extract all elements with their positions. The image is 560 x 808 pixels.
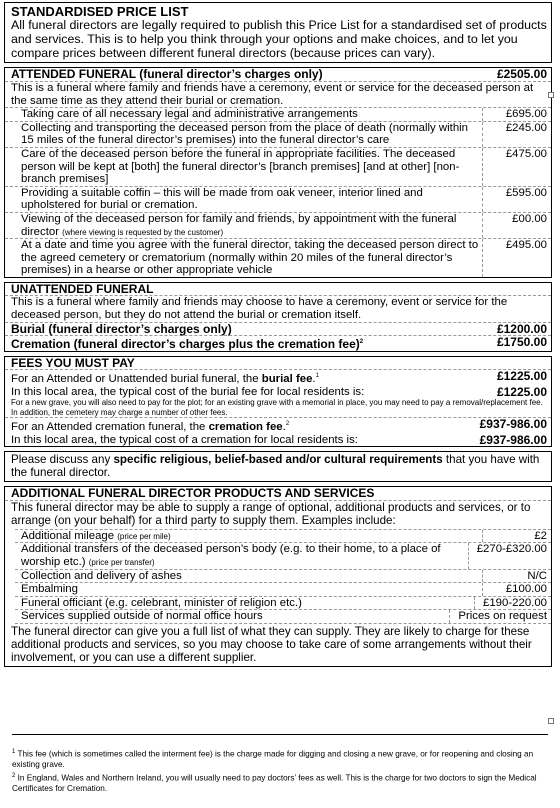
- price-item-value: £00.00: [482, 213, 547, 238]
- price-item-label: Funeral officiant (e.g. celebrant, minister of religion etc.): [21, 596, 302, 609]
- price-item-note: (where viewing is requested by the customer): [62, 227, 224, 237]
- unattended-burial-row: Burial (funeral director’s charges only) £1200.00: [5, 323, 551, 337]
- price-item-value: £495.00: [482, 239, 547, 277]
- unattended-funeral-section: [4, 282, 552, 352]
- burial-fee-note: For a new grave, you will also need to pay for the plot; for an existing grave with a memorial in place, you may need to pay a removal/replacement fee. In addition, the cemetery may charge a number of other fees.: [5, 398, 551, 418]
- price-item-value: £475.00: [482, 148, 547, 186]
- footnotes: [12, 734, 548, 794]
- price-item-label: Care of the deceased person before the funeral in appropriate facilities. The deceased person will be kept at [both] the funeral director’s [branch premises] [and at other] [non-branch premises]: [21, 147, 460, 186]
- price-item-label: Additional mileage: [21, 529, 115, 542]
- additional-services-closing: The funeral director can give you a full list of what they can supply. They are likely to charge for these additional products and services, so you may choose to take care of some arrangements without their involvement, or you can use a different supplier.: [11, 624, 532, 664]
- attended-funeral-section: [4, 67, 552, 278]
- price-item-label: At a date and time you agree with the funeral director, taking the deceased person direct to the agreed cemetery or crematorium (normally within 20 miles of the funeral director’s premises) in a hearse or other appropriate vehicle: [21, 239, 479, 277]
- price-item-label: Collecting and transporting the deceased person from the place of death (normally within 15 miles of the funeral director’s premises) into the funeral director’s care: [21, 121, 469, 147]
- price-item-row: [15, 597, 551, 611]
- price-item-row: [15, 530, 551, 544]
- price-item-label: Services supplied outside of normal office hours: [21, 610, 263, 623]
- attended-funeral-description: This is a funeral where family and friends have a ceremony, event or service for the deceased person at the same time as they attend their burial or cremation.: [5, 82, 551, 108]
- price-item-label: Taking care of all necessary legal and administrative arrangements: [21, 108, 358, 121]
- header-section: [4, 2, 552, 63]
- price-item-value: £245.00: [482, 122, 547, 147]
- price-item-value: Prices on request: [449, 610, 547, 623]
- price-item-row: [15, 583, 551, 597]
- unattended-funeral-header: UNATTENDED FUNERAL: [5, 283, 551, 297]
- price-item-row: [5, 108, 551, 122]
- resize-handle: [548, 718, 554, 724]
- resize-handle: [548, 92, 554, 98]
- unattended-cremation-row: Cremation (funeral director’s charges plus the cremation fee)$^2$ £1750.00: [11, 335, 547, 352]
- additional-services-header: ADDITIONAL FUNERAL DIRECTOR PRODUCTS AND SERVICES: [5, 487, 551, 501]
- requirements-section: [4, 451, 552, 482]
- cremation-fee-row: For an Attended cremation funeral, the cremation fee.$^2$ £937-986.00: [11, 417, 547, 434]
- price-item-row: [5, 148, 551, 187]
- price-item-label: Providing a suitable coffin – this will be made from oak veneer, interior lined and upholstered for burial or cremation.: [21, 186, 423, 212]
- price-item-label: Additional transfers of the deceased person’s body (e.g. to their home, to a place of worship etc.): [21, 543, 441, 569]
- price-item-note: (price per transfer): [88, 558, 155, 568]
- price-item-label: Viewing of the deceased person for family and friends, by appointment with the funeral director: [21, 212, 457, 238]
- price-item-value: N/C: [482, 570, 547, 583]
- footnote-1: $^1$ This fee (which is sometimes called the interment fee) is the charge made for digging and closing a new grave, or for reopening and closing an existing grave.: [12, 749, 534, 770]
- requirements-text: Please discuss any specific religious, belief-based and/or cultural requirements that you have with the funeral director.: [11, 453, 540, 480]
- price-item-row: [5, 213, 551, 239]
- price-item-row: [5, 122, 551, 148]
- burial-fee-row: For an Attended or Unattended burial funeral, the burial fee.$^1$ £1225.00: [11, 369, 547, 386]
- unattended-funeral-description: This is a funeral where family and friends may choose to have a ceremony, event or service for the deceased person, but they do not attend the burial or cremation itself.: [5, 296, 551, 322]
- price-item-value: £695.00: [482, 108, 547, 121]
- price-item-value: £595.00: [482, 187, 547, 212]
- additional-services-section: [4, 486, 552, 667]
- price-item-value: £100.00: [482, 583, 547, 596]
- price-item-value: £270-£320.00: [468, 543, 547, 568]
- price-item-label: Embalming: [21, 583, 78, 596]
- intro-text: All funeral directors are legally required to publish this Price List for a standardised set of products and services. This is to help you think through your options and make choices, and to let you compare prices between different funeral directors (because prices can vary).: [11, 18, 547, 60]
- fees-section: [4, 356, 552, 447]
- price-item-value: £2: [482, 530, 547, 543]
- price-item-row: [15, 610, 551, 623]
- additional-services-description: This funeral director may be able to supply a range of optional, additional products and services, or to arrange (on your behalf) for a third party to supply them. Examples include:: [11, 500, 531, 527]
- price-list-page: [4, 2, 552, 671]
- price-item-row: [15, 570, 551, 584]
- price-item-label: Collection and delivery of ashes: [21, 569, 182, 582]
- attended-funeral-price: £2505.00: [496, 67, 547, 82]
- burial-local-cost-row: In this local area, the typical cost of the burial fee for local residents is: £1225.00: [11, 384, 547, 399]
- page-title: STANDARDISED PRICE LIST: [11, 4, 189, 19]
- price-item-row: [5, 187, 551, 213]
- price-item-row: [15, 543, 551, 569]
- cremation-local-cost-row: In this local area, the typical cost of a cremation for local residents is: £937-986.00: [11, 432, 547, 447]
- attended-funeral-header: ATTENDED FUNERAL (funeral director’s charges only) £2505.00: [5, 68, 551, 82]
- price-item-note: (price per mile): [117, 531, 171, 541]
- fees-header: FEES YOU MUST PAY: [5, 357, 551, 371]
- footnote-2: $^2$ In England, Wales and Northern Ireland, you will usually need to pay doctors’ fees as well. This is the charge for two doctors to sign the Medical Certificates for Cremation.: [12, 772, 537, 793]
- price-item-value: £190-220.00: [474, 597, 547, 610]
- price-item-row: [5, 239, 551, 277]
